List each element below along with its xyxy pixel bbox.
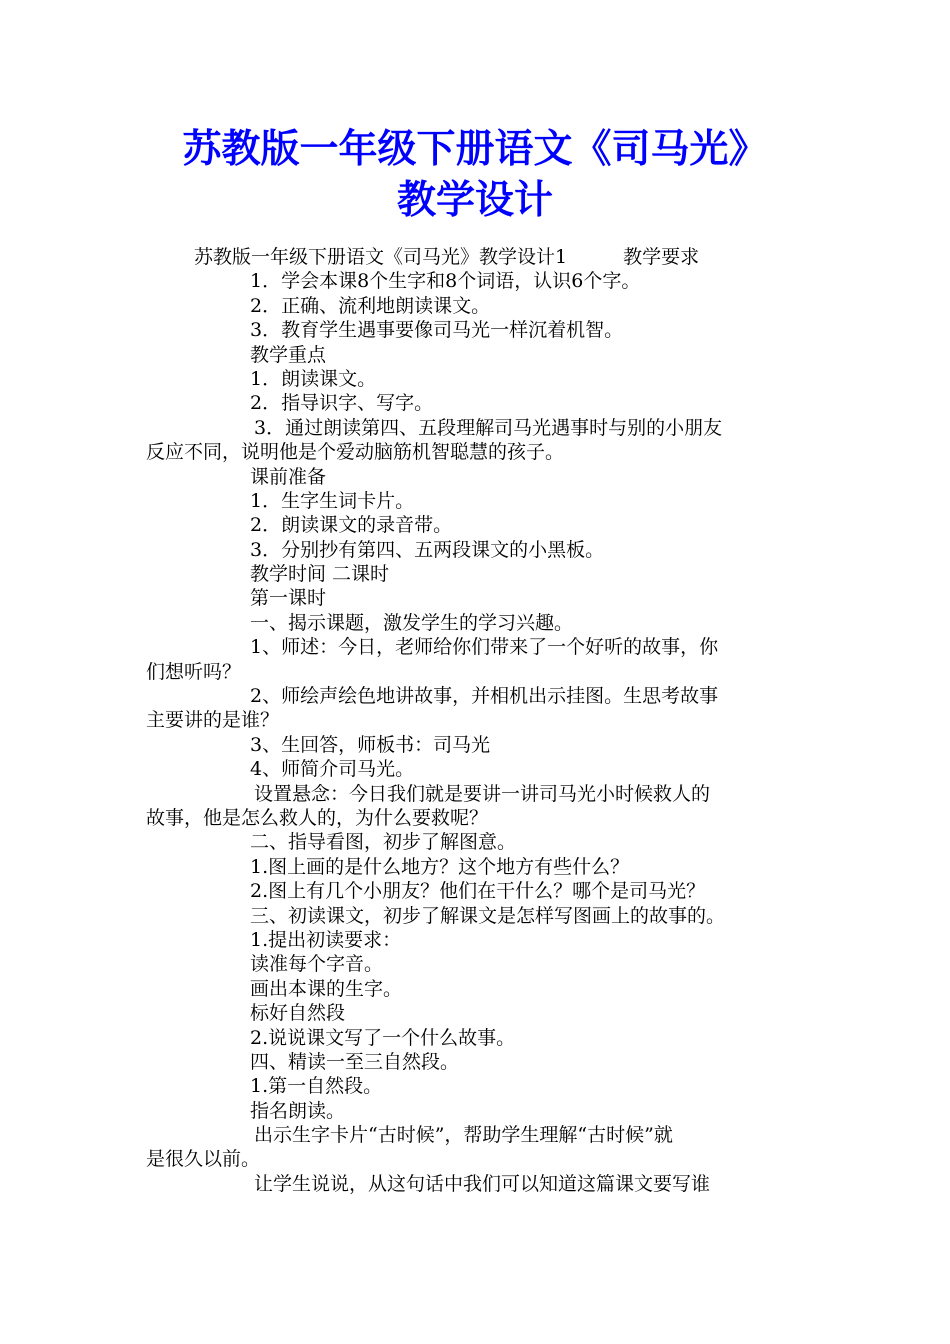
- paragraph-line-text: 第一课时: [250, 587, 327, 610]
- paragraph-line-text: 3．通过朗读第四、五段理解司马光遇事时与别的小朋友: [254, 416, 723, 439]
- paragraph-line: [146, 1099, 808, 1123]
- paragraph-line: [146, 465, 808, 489]
- document-title-line-1: 苏教版一年级下册语文《司马光》: [182, 127, 768, 172]
- paragraph-line-text: 教学时间 二课时: [250, 563, 390, 586]
- paragraph-line-text: 1.图上画的是什么地方？这个地方有些什么？: [250, 855, 630, 878]
- paragraph-line: [146, 611, 808, 635]
- paragraph-line: [146, 318, 808, 342]
- paragraph-line-text: 3、生回答，师板书：司马光: [250, 733, 491, 756]
- document-body: [146, 245, 808, 1196]
- paragraph-line-text: 2.说说课文写了一个什么故事。: [250, 1026, 516, 1049]
- paragraph-line: [146, 830, 808, 854]
- paragraph-line-text: 设置悬念：今日我们就是要讲一讲司马光小时候救人的: [254, 782, 711, 805]
- paragraph-line: [146, 586, 808, 610]
- paragraph-line: [146, 538, 808, 562]
- paragraph-line-text: 2．正确、流利地朗读课文。: [250, 294, 491, 317]
- paragraph-line-text: 一、揭示课题，激发学生的学习兴趣。: [250, 611, 574, 634]
- paragraph-line-text: 主要讲的是谁？: [146, 709, 280, 732]
- paragraph-line-text: 标好自然段: [250, 1002, 346, 1025]
- paragraph-line: [146, 879, 808, 903]
- paragraph-line-text: 三、初读课文，初步了解课文是怎样写图画上的故事的。: [250, 904, 726, 927]
- paragraph-line: [146, 294, 808, 318]
- paragraph-line: [146, 1026, 808, 1050]
- paragraph-line-text: 反应不同，说明他是个爱动脑筋机智聪慧的孩子。: [146, 441, 565, 464]
- paragraph-line: [146, 660, 808, 684]
- paragraph-line-text: 1.提出初读要求：: [250, 928, 402, 951]
- paragraph-line: [146, 952, 808, 976]
- paragraph-line: [146, 343, 808, 367]
- paragraph-line-text: 1．生字生词卡片。: [250, 489, 415, 512]
- paragraph-line-text: 3．分别抄有第四、五两段课文的小黑板。: [250, 538, 605, 561]
- paragraph-line: [146, 562, 808, 586]
- paragraph-line-text: 1．朗读课文。: [250, 367, 377, 390]
- paragraph-line-text: 2．朗读课文的录音带。: [250, 514, 453, 537]
- paragraph-line-text: 1.第一自然段。: [250, 1075, 383, 1098]
- paragraph-line-text: 画出本课的生字。: [250, 977, 403, 1000]
- section-heading: 教学要求: [623, 246, 700, 268]
- paragraph-line: [146, 513, 808, 537]
- paragraph-line: [146, 977, 808, 1001]
- paragraph-line: [146, 733, 808, 757]
- document-title-line-2: 教学设计: [396, 178, 553, 223]
- paragraph-line-text: 二、指导看图，初步了解图意。: [250, 831, 517, 854]
- paragraph-line-text: 2．指导识字、写字。: [250, 392, 434, 415]
- paragraph-line-text: 们想听吗？: [146, 660, 242, 683]
- paragraph-line-text: 1．学会本课8个生字和8个词语，认识6个字。: [250, 270, 641, 293]
- paragraph-line-text: 四、精读一至三自然段。: [250, 1050, 460, 1073]
- paragraph-line: [146, 684, 808, 708]
- paragraph-line-text: 读准每个字音。: [250, 953, 384, 976]
- paragraph-line-text: 3．教育学生遇事要像司马光一样沉着机智。: [250, 319, 624, 342]
- paragraph-line: [146, 1074, 808, 1098]
- paragraph-line: [146, 367, 808, 391]
- paragraph-line-text: 1、师述：今日，老师给你们带来了一个好听的故事，你: [250, 636, 719, 659]
- paragraph-line: [146, 245, 808, 269]
- paragraph-line: [146, 1172, 808, 1196]
- paragraph-line-text: 2.图上有几个小朋友？他们在干什么？哪个是司马光？: [250, 880, 706, 903]
- paragraph-line: [146, 635, 808, 659]
- paragraph-line: [146, 782, 808, 806]
- paragraph-line: [146, 708, 808, 732]
- paragraph-line: [146, 928, 808, 952]
- paragraph-line-text: 是很久以前。: [146, 1148, 261, 1171]
- paragraph-line-text: 苏教版一年级下册语文《司马光》教学设计1: [194, 246, 568, 268]
- paragraph-line: [146, 757, 808, 781]
- paragraph-line-text: 教学重点: [250, 343, 327, 366]
- paragraph-line: [146, 806, 808, 830]
- paragraph-line: [146, 489, 808, 513]
- paragraph-line-text: 让学生说说，从这句话中我们可以知道这篇课文要写谁: [254, 1172, 711, 1195]
- paragraph-line: [146, 269, 808, 293]
- paragraph-line: [146, 1050, 808, 1074]
- paragraph-line-text: 故事，他是怎么救人的，为什么要救呢？: [146, 806, 489, 829]
- paragraph-line-text: 4、师简介司马光。: [250, 758, 415, 781]
- paragraph-line-text: 出示生字卡片“古时候”，帮助学生理解“古时候”就: [254, 1124, 673, 1147]
- paragraph-line: [146, 904, 808, 928]
- paragraph-line: [146, 1001, 808, 1025]
- paragraph-line-text: 指名朗读。: [250, 1099, 346, 1122]
- paragraph-line: [146, 855, 808, 879]
- paragraph-line: [146, 440, 808, 464]
- paragraph-line: [146, 391, 808, 415]
- paragraph-line: [146, 1147, 808, 1171]
- paragraph-line-text: 课前准备: [250, 465, 327, 488]
- paragraph-line-text: 2、师绘声绘色地讲故事，并相机出示挂图。生思考故事: [250, 685, 719, 708]
- paragraph-line: [146, 1123, 808, 1147]
- paragraph-line: [146, 416, 808, 440]
